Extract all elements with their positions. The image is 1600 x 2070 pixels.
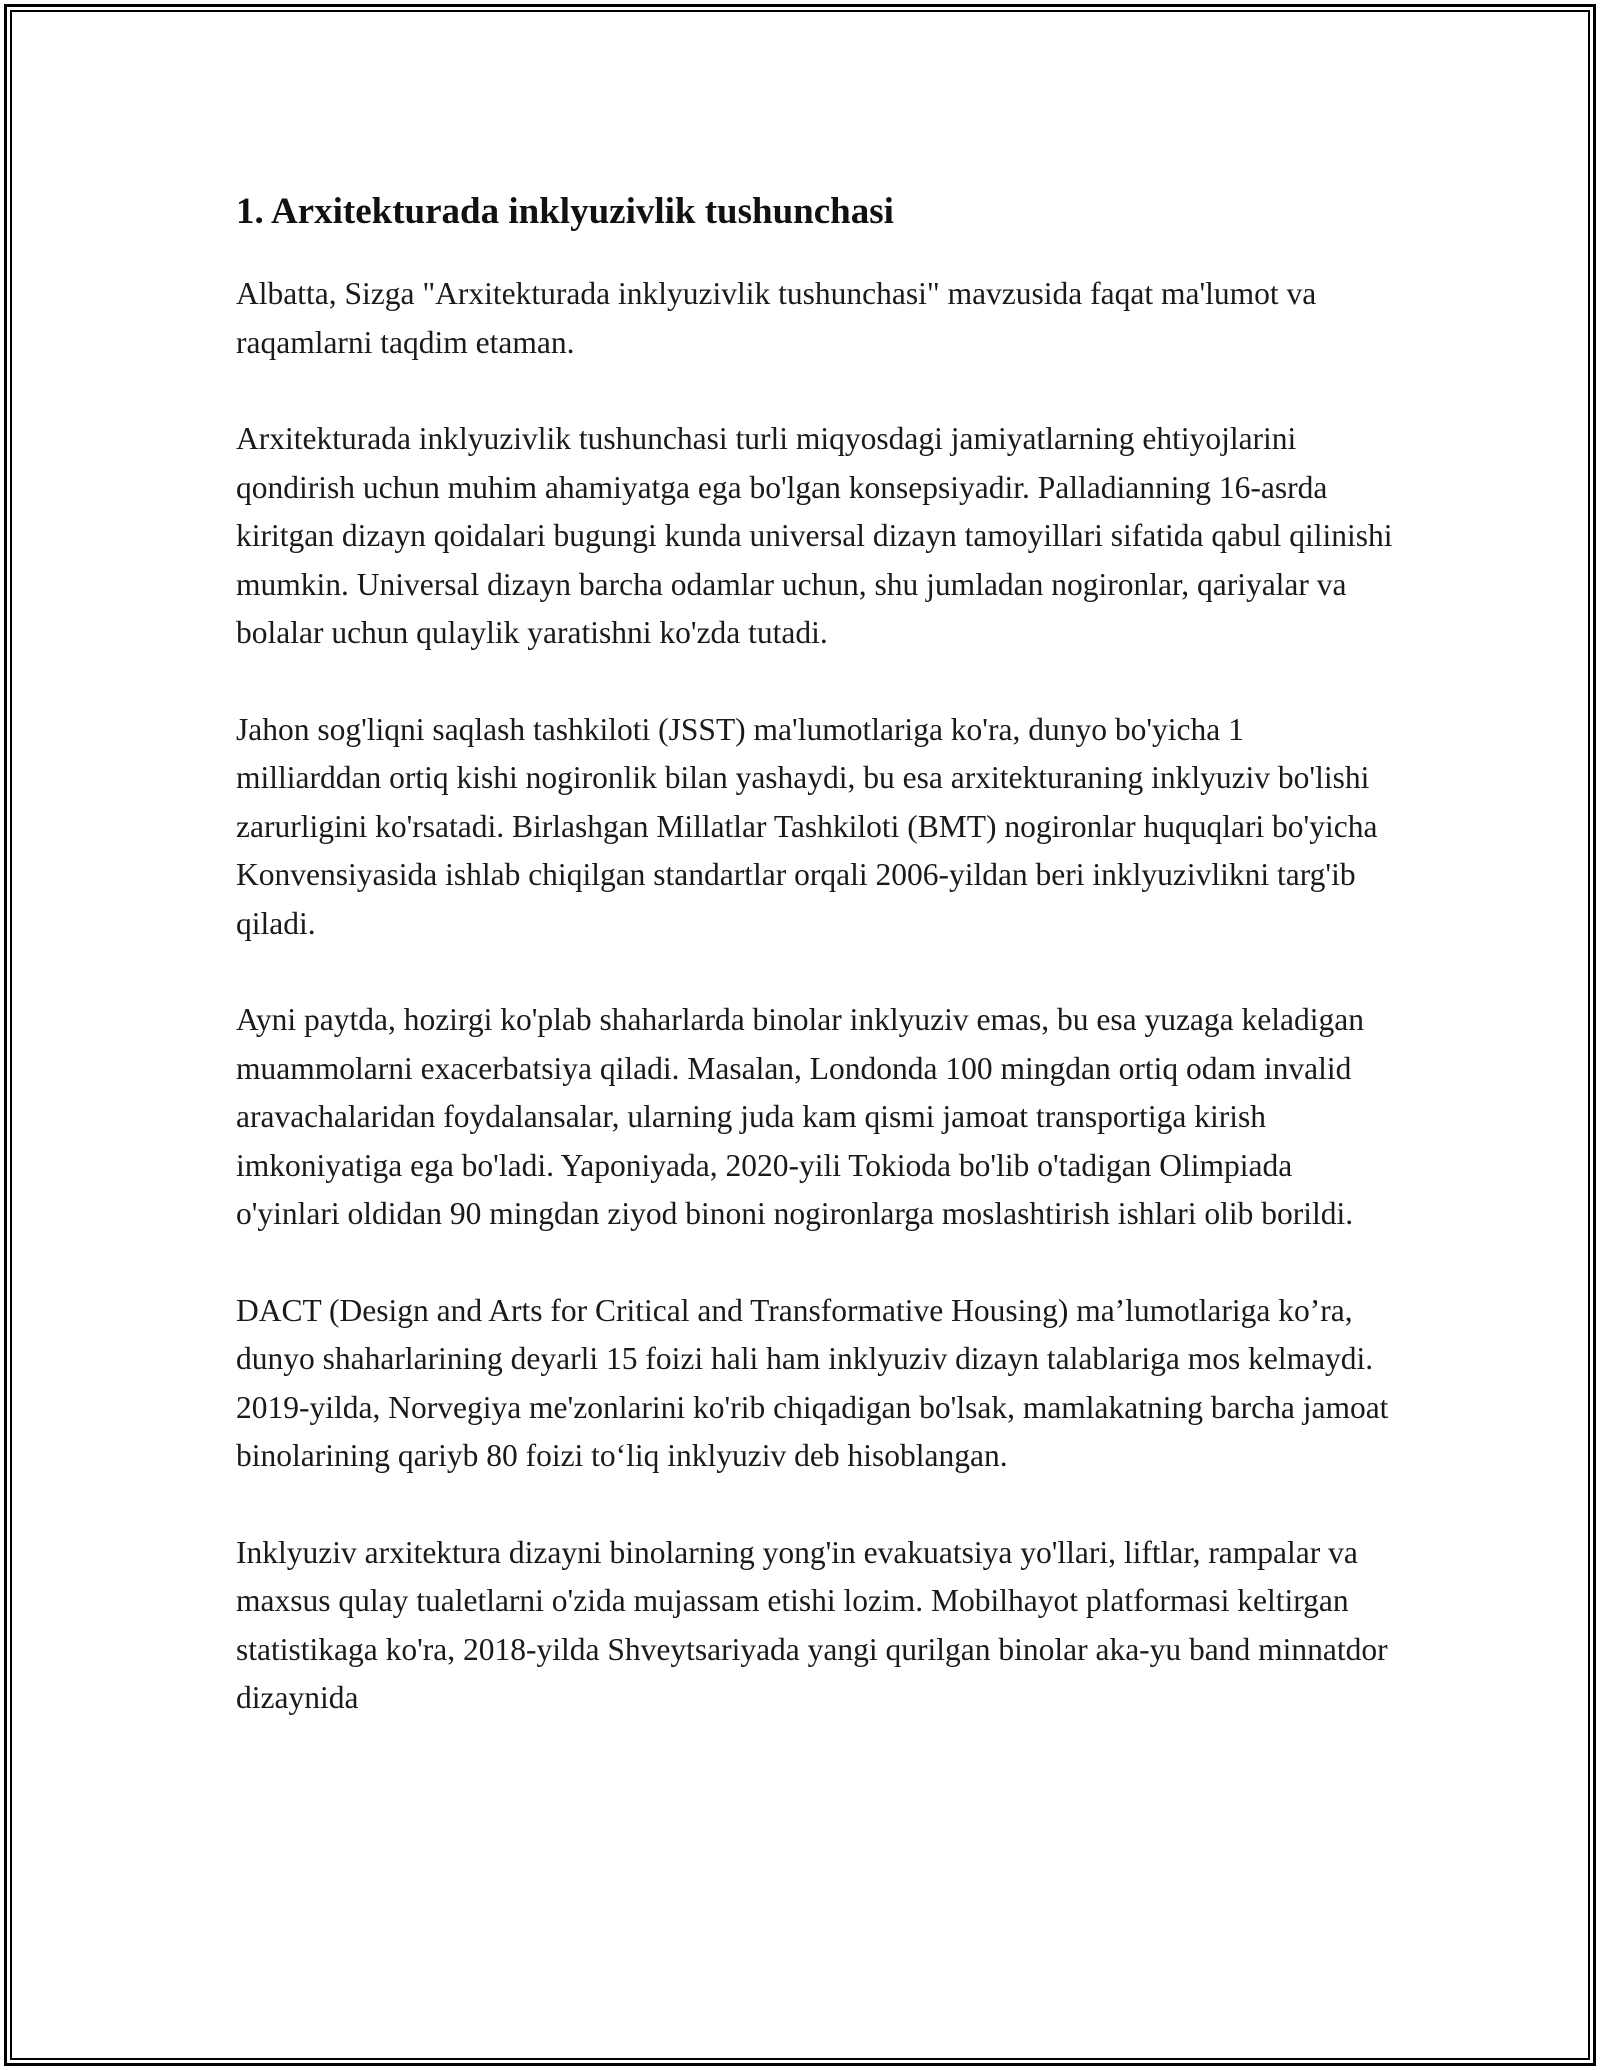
paragraph-dact-data: DACT (Design and Arts for Critical and Transformative Housing) ma’lumotlariga ko’ra, dunyo shaharlarining deyarli 15 foizi hali ham inklyuziv dizayn talablariga mos kelmaydi. 2019-yilda, Norvegiya me'zonlarini ko'rib chiqadigan bo'lsak, mamlakatning barcha jamoat binolarining qariyb 80 foizi to‘liq inklyuziv deb hisoblangan. xyxy=(236,1292,1389,1473)
paragraph-intro: Albatta, Sizga "Arxitekturada inklyuzivlik tushunchasi" mavzusida faqat ma'lumot va raqamlarni taqdim etaman. xyxy=(236,276,1317,360)
paragraph-city-examples: Ayni paytda, hozirgi ko'plab shaharlarda binolar inklyuziv emas, bu esa yuzaga keladigan muammolarni exacerbatsiya qiladi. Masalan, Londonda 100 mingdan ortiq odam invalid aravachalaridan foydalansalar, ularning juda kam qismi jamoat transportiga kirish imkoniyatiga ega bo'ladi. Yaponiyada, 2020-yili Tokioda bo'lib o'tadigan Olimpiada o'yinlari oldidan 90 mingdan ziyod binoni nogironlarga moslashtirish ishlari olib borildi. xyxy=(236,1002,1364,1231)
paragraph-who-statistics: Jahon sog'liqni saqlash tashkiloti (JSST) ma'lumotlariga ko'ra, dunyo bo'yicha 1 milliarddan ortiq kishi nogironlik bilan yashaydi, bu esa arxitekturaning inklyuziv bo'lishi zarurligini ko'rsatadi. Birlashgan Millatlar Tashkiloti (BMT) nogironlar huquqlari bo'yicha Konvensiyasida ishlab chiqilgan standartlar orqali 2006-yildan beri inklyuzivlikni targ'ib qiladi. xyxy=(236,711,1378,941)
paragraph-concept: Arxitekturada inklyuzivlik tushunchasi turli miqyosdagi jamiyatlarning ehtiyojlarini qondirish uchun muhim ahamiyatga ega bo'lgan konsepsiyadir. Palladianning 16-asrda kiritgan dizayn qoidalari bugungi kunda universal dizayn tamoyillari sifatida qabul qilinishi mumkin. Universal dizayn barcha odamlar uchun, shu jumladan nogironlar, qariyalar va bolalar uchun qulaylik yaratishni ko'zda tutadi. xyxy=(236,421,1393,650)
document-body xyxy=(236,188,1396,1723)
paragraph-design-requirements: Inklyuziv arxitektura dizayni binolarning yong'in evakuatsiya yo'llari, liftlar, rampalar va maxsus qulay tualetlarni o'zida mujassam etishi lozim. Mobilhayot platformasi keltirgan statistikaga ko'ra, 2018-yilda Shveytsariyada yangi qurilgan binolar aka-yu band minnatdor dizaynida xyxy=(236,1534,1388,1715)
page-title: 1. Arxitekturada inklyuzivlik tushunchasi xyxy=(236,191,894,232)
